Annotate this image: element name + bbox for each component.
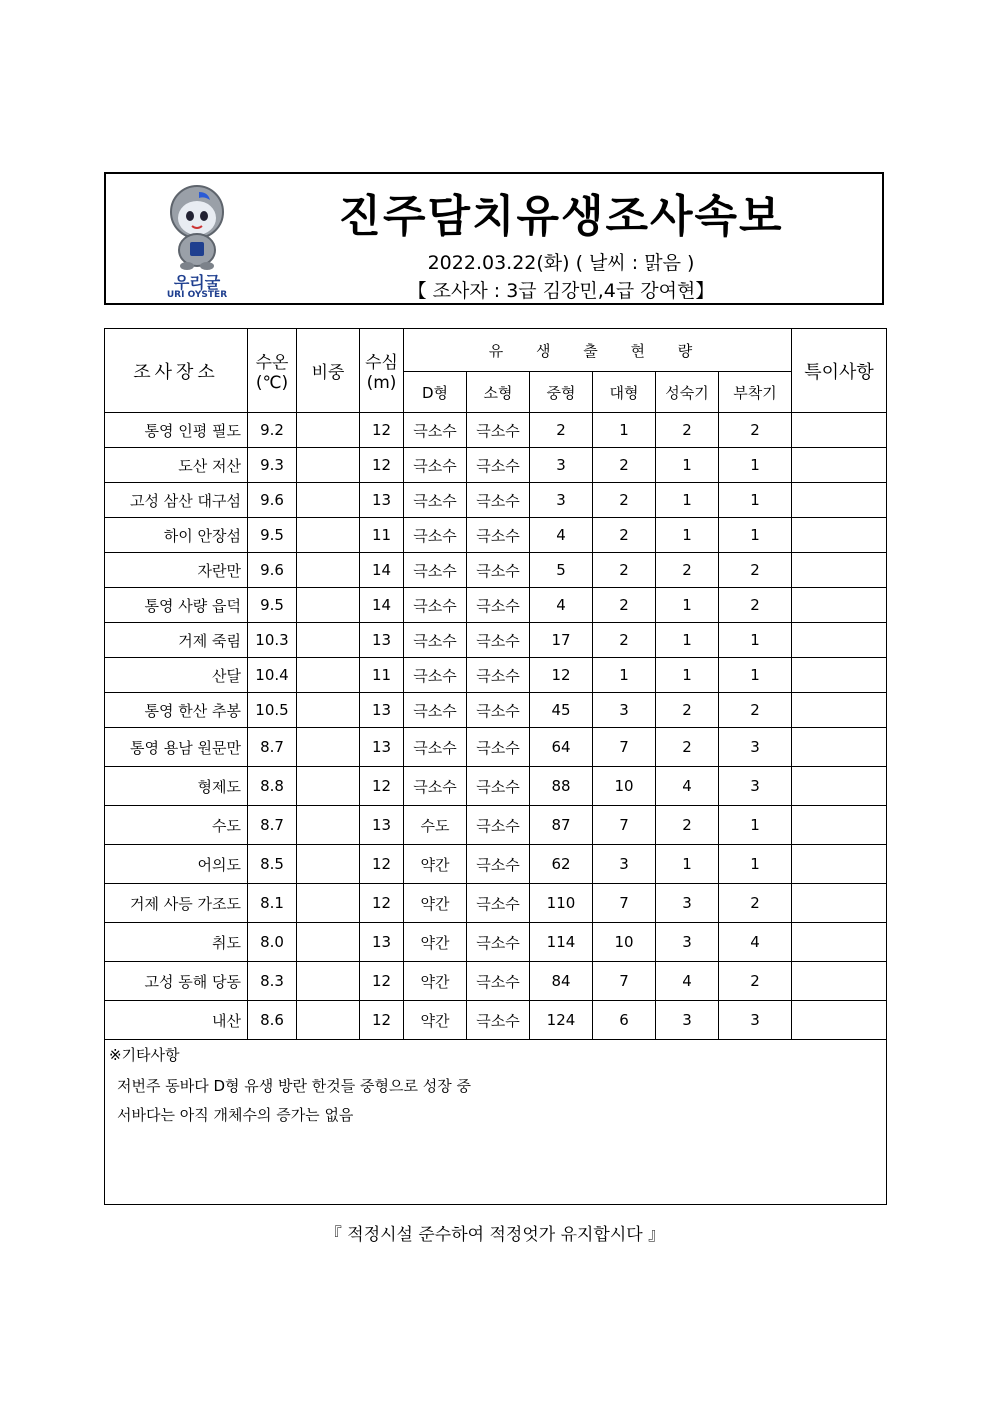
cell-depth: 14 <box>360 588 404 623</box>
cell-water-temp: 9.5 <box>248 518 297 553</box>
logo-text: 우리굴 <box>173 273 221 292</box>
cell-mature: 3 <box>656 884 719 923</box>
cell-d-type: 극소수 <box>404 483 467 518</box>
cell-location: 고성 삼산 대구섬 <box>105 483 248 518</box>
cell-medium: 45 <box>530 693 593 728</box>
cell-medium: 110 <box>530 884 593 923</box>
cell-medium: 64 <box>530 728 593 767</box>
col-remarks: 특이사항 <box>792 329 887 413</box>
cell-small: 극소수 <box>467 962 530 1001</box>
cell-d-type: 극소수 <box>404 518 467 553</box>
cell-depth: 12 <box>360 845 404 884</box>
cell-water-temp: 8.6 <box>248 1001 297 1040</box>
cell-remarks <box>792 413 887 448</box>
cell-d-type: 극소수 <box>404 767 467 806</box>
cell-specific-gravity <box>297 448 360 483</box>
cell-large: 1 <box>593 413 656 448</box>
cell-large: 6 <box>593 1001 656 1040</box>
cell-d-type: 극소수 <box>404 448 467 483</box>
cell-mature: 1 <box>656 588 719 623</box>
table-row <box>105 962 887 1001</box>
cell-location: 고성 동해 당동 <box>105 962 248 1001</box>
cell-d-type: 약간 <box>404 884 467 923</box>
cell-water-temp: 8.0 <box>248 923 297 962</box>
cell-large: 2 <box>593 448 656 483</box>
cell-d-type: 약간 <box>404 923 467 962</box>
cell-large: 7 <box>593 884 656 923</box>
cell-large: 3 <box>593 693 656 728</box>
cell-specific-gravity <box>297 413 360 448</box>
cell-large: 7 <box>593 728 656 767</box>
cell-attach: 1 <box>719 623 792 658</box>
cell-depth: 13 <box>360 693 404 728</box>
cell-medium: 4 <box>530 588 593 623</box>
cell-depth: 12 <box>360 767 404 806</box>
col-larvae-group: 유 생 출 현 량 <box>404 329 792 372</box>
cell-mature: 2 <box>656 728 719 767</box>
table-row <box>105 518 887 553</box>
cell-medium: 4 <box>530 518 593 553</box>
cell-mature: 3 <box>656 1001 719 1040</box>
cell-specific-gravity <box>297 728 360 767</box>
cell-small: 극소수 <box>467 448 530 483</box>
table-row <box>105 923 887 962</box>
col-location: 조사장소 <box>105 329 248 413</box>
cell-mature: 1 <box>656 623 719 658</box>
cell-d-type: 수도 <box>404 806 467 845</box>
cell-mature: 4 <box>656 767 719 806</box>
cell-remarks <box>792 448 887 483</box>
cell-attach: 1 <box>719 448 792 483</box>
cell-large: 10 <box>593 923 656 962</box>
cell-water-temp: 8.8 <box>248 767 297 806</box>
report-header <box>104 172 884 305</box>
cell-small: 극소수 <box>467 806 530 845</box>
cell-remarks <box>792 623 887 658</box>
cell-location: 수도 <box>105 806 248 845</box>
cell-specific-gravity <box>297 658 360 693</box>
cell-medium: 17 <box>530 623 593 658</box>
cell-large: 2 <box>593 588 656 623</box>
cell-small: 극소수 <box>467 923 530 962</box>
cell-small: 극소수 <box>467 728 530 767</box>
cell-location: 형제도 <box>105 767 248 806</box>
cell-attach: 4 <box>719 923 792 962</box>
cell-depth: 12 <box>360 413 404 448</box>
cell-medium: 87 <box>530 806 593 845</box>
cell-d-type: 극소수 <box>404 693 467 728</box>
cell-attach: 2 <box>719 553 792 588</box>
cell-large: 2 <box>593 518 656 553</box>
cell-d-type: 극소수 <box>404 623 467 658</box>
cell-mature: 1 <box>656 658 719 693</box>
cell-large: 7 <box>593 962 656 1001</box>
cell-d-type: 약간 <box>404 1001 467 1040</box>
cell-specific-gravity <box>297 845 360 884</box>
cell-depth: 11 <box>360 658 404 693</box>
surveyor-line: 【 조사자 : 3급 김강민,4급 강여현】 <box>407 280 715 302</box>
cell-location: 도산 저산 <box>105 448 248 483</box>
cell-location: 통영 한산 추봉 <box>105 693 248 728</box>
col-water-temp-label: 수온 <box>255 353 289 373</box>
cell-depth: 14 <box>360 553 404 588</box>
cell-location: 통영 용남 원문만 <box>105 728 248 767</box>
cell-small: 극소수 <box>467 767 530 806</box>
cell-attach: 3 <box>719 1001 792 1040</box>
cell-medium: 88 <box>530 767 593 806</box>
cell-remarks <box>792 518 887 553</box>
cell-small: 극소수 <box>467 553 530 588</box>
cell-small: 극소수 <box>467 623 530 658</box>
cell-medium: 114 <box>530 923 593 962</box>
table-row <box>105 1001 887 1040</box>
table-row <box>105 884 887 923</box>
cell-specific-gravity <box>297 693 360 728</box>
cell-small: 극소수 <box>467 588 530 623</box>
cell-water-temp: 10.3 <box>248 623 297 658</box>
cell-water-temp: 9.3 <box>248 448 297 483</box>
col-large: 대형 <box>593 372 656 413</box>
cell-water-temp: 8.1 <box>248 884 297 923</box>
cell-small: 극소수 <box>467 413 530 448</box>
cell-remarks <box>792 728 887 767</box>
cell-attach: 3 <box>719 767 792 806</box>
cell-specific-gravity <box>297 623 360 658</box>
cell-medium: 124 <box>530 1001 593 1040</box>
cell-location: 거제 죽림 <box>105 623 248 658</box>
cell-location: 취도 <box>105 923 248 962</box>
cell-mature: 2 <box>656 693 719 728</box>
cell-attach: 3 <box>719 728 792 767</box>
col-depth-unit: (m) <box>366 373 397 393</box>
uri-oyster-logo <box>154 178 240 302</box>
cell-large: 2 <box>593 483 656 518</box>
table-row <box>105 767 887 806</box>
cell-remarks <box>792 483 887 518</box>
cell-remarks <box>792 923 887 962</box>
cell-medium: 62 <box>530 845 593 884</box>
cell-remarks <box>792 806 887 845</box>
cell-attach: 2 <box>719 693 792 728</box>
col-water-temp <box>248 329 297 413</box>
cell-small: 극소수 <box>467 658 530 693</box>
cell-depth: 12 <box>360 448 404 483</box>
cell-small: 극소수 <box>467 845 530 884</box>
cell-d-type: 약간 <box>404 845 467 884</box>
cell-remarks <box>792 767 887 806</box>
cell-remarks <box>792 884 887 923</box>
cell-large: 2 <box>593 553 656 588</box>
notes-section <box>105 1040 887 1205</box>
cell-remarks <box>792 553 887 588</box>
cell-mature: 1 <box>656 448 719 483</box>
cell-large: 10 <box>593 767 656 806</box>
cell-attach: 1 <box>719 806 792 845</box>
cell-d-type: 극소수 <box>404 413 467 448</box>
cell-location: 자란만 <box>105 553 248 588</box>
cell-attach: 2 <box>719 413 792 448</box>
cell-specific-gravity <box>297 806 360 845</box>
cell-medium: 5 <box>530 553 593 588</box>
cell-specific-gravity <box>297 923 360 962</box>
cell-mature: 1 <box>656 845 719 884</box>
cell-location: 통영 인평 필도 <box>105 413 248 448</box>
cell-mature: 1 <box>656 483 719 518</box>
cell-mature: 4 <box>656 962 719 1001</box>
cell-large: 2 <box>593 623 656 658</box>
table-row <box>105 448 887 483</box>
cell-water-temp: 8.5 <box>248 845 297 884</box>
cell-specific-gravity <box>297 962 360 1001</box>
cell-small: 극소수 <box>467 483 530 518</box>
cell-small: 극소수 <box>467 518 530 553</box>
cell-medium: 12 <box>530 658 593 693</box>
cell-remarks <box>792 658 887 693</box>
col-small: 소형 <box>467 372 530 413</box>
cell-depth: 13 <box>360 728 404 767</box>
cell-remarks <box>792 962 887 1001</box>
cell-medium: 3 <box>530 448 593 483</box>
cell-d-type: 극소수 <box>404 728 467 767</box>
cell-remarks <box>792 1001 887 1040</box>
cell-depth: 13 <box>360 623 404 658</box>
cell-d-type: 극소수 <box>404 588 467 623</box>
cell-specific-gravity <box>297 518 360 553</box>
col-mature: 성숙기 <box>656 372 719 413</box>
cell-d-type: 극소수 <box>404 658 467 693</box>
cell-small: 극소수 <box>467 884 530 923</box>
table-row <box>105 806 887 845</box>
page-title: 진주담치유생조사속보 <box>338 191 784 242</box>
cell-water-temp: 9.5 <box>248 588 297 623</box>
cell-mature: 2 <box>656 553 719 588</box>
cell-remarks <box>792 693 887 728</box>
col-depth <box>360 329 404 413</box>
table-row <box>105 553 887 588</box>
cell-mature: 3 <box>656 923 719 962</box>
cell-d-type: 극소수 <box>404 553 467 588</box>
cell-small: 극소수 <box>467 1001 530 1040</box>
cell-depth: 12 <box>360 962 404 1001</box>
cell-water-temp: 8.3 <box>248 962 297 1001</box>
table-body <box>105 413 887 1040</box>
cell-water-temp: 9.6 <box>248 483 297 518</box>
cell-d-type: 약간 <box>404 962 467 1001</box>
cell-attach: 1 <box>719 658 792 693</box>
col-d-type: D형 <box>404 372 467 413</box>
cell-specific-gravity <box>297 884 360 923</box>
cell-location: 통영 사량 읍덕 <box>105 588 248 623</box>
cell-mature: 2 <box>656 413 719 448</box>
col-specific-gravity: 비중 <box>297 329 360 413</box>
cell-remarks <box>792 588 887 623</box>
date-weather-line: 2022.03.22(화) ( 날씨 : 맑음 ) <box>427 252 695 274</box>
notes-line: 저번주 동바다 D형 유생 방란 한것들 중형으로 성장 중 <box>117 1077 471 1095</box>
cell-depth: 11 <box>360 518 404 553</box>
cell-specific-gravity <box>297 588 360 623</box>
cell-medium: 2 <box>530 413 593 448</box>
footer-slogan: 『 적정시설 준수하여 적정엇가 유지합시다 』 <box>324 1225 666 1245</box>
table-row <box>105 483 887 518</box>
cell-water-temp: 8.7 <box>248 728 297 767</box>
table-row <box>105 845 887 884</box>
table-row <box>105 588 887 623</box>
notes-title: ※기타사항 <box>109 1046 180 1064</box>
notes-line: 서바다는 아직 개체수의 증가는 없음 <box>117 1106 354 1124</box>
cell-medium: 84 <box>530 962 593 1001</box>
col-attach: 부착기 <box>719 372 792 413</box>
cell-mature: 2 <box>656 806 719 845</box>
survey-table <box>104 328 887 1205</box>
cell-specific-gravity <box>297 483 360 518</box>
cell-location: 산달 <box>105 658 248 693</box>
cell-depth: 13 <box>360 923 404 962</box>
table-row <box>105 658 887 693</box>
cell-depth: 12 <box>360 1001 404 1040</box>
cell-attach: 1 <box>719 845 792 884</box>
logo-subtext: URI OYSTER <box>166 290 228 300</box>
cell-large: 7 <box>593 806 656 845</box>
cell-location: 내산 <box>105 1001 248 1040</box>
table-row <box>105 728 887 767</box>
cell-attach: 1 <box>719 483 792 518</box>
table-row <box>105 623 887 658</box>
cell-attach: 1 <box>719 518 792 553</box>
cell-water-temp: 10.4 <box>248 658 297 693</box>
cell-attach: 2 <box>719 588 792 623</box>
cell-specific-gravity <box>297 1001 360 1040</box>
col-medium: 중형 <box>530 372 593 413</box>
cell-attach: 2 <box>719 884 792 923</box>
cell-location: 어의도 <box>105 845 248 884</box>
cell-remarks <box>792 845 887 884</box>
cell-specific-gravity <box>297 553 360 588</box>
cell-depth: 12 <box>360 884 404 923</box>
cell-small: 극소수 <box>467 693 530 728</box>
cell-depth: 13 <box>360 806 404 845</box>
cell-mature: 1 <box>656 518 719 553</box>
cell-water-temp: 9.6 <box>248 553 297 588</box>
cell-water-temp: 8.7 <box>248 806 297 845</box>
cell-medium: 3 <box>530 483 593 518</box>
cell-attach: 2 <box>719 962 792 1001</box>
col-water-temp-unit: (℃) <box>255 373 289 393</box>
cell-depth: 13 <box>360 483 404 518</box>
table-row <box>105 693 887 728</box>
col-depth-label: 수심 <box>365 353 398 373</box>
cell-location: 하이 안장섬 <box>105 518 248 553</box>
cell-large: 1 <box>593 658 656 693</box>
cell-location: 거제 사등 가조도 <box>105 884 248 923</box>
table-row <box>105 413 887 448</box>
cell-water-temp: 10.5 <box>248 693 297 728</box>
cell-water-temp: 9.2 <box>248 413 297 448</box>
cell-large: 3 <box>593 845 656 884</box>
cell-specific-gravity <box>297 767 360 806</box>
